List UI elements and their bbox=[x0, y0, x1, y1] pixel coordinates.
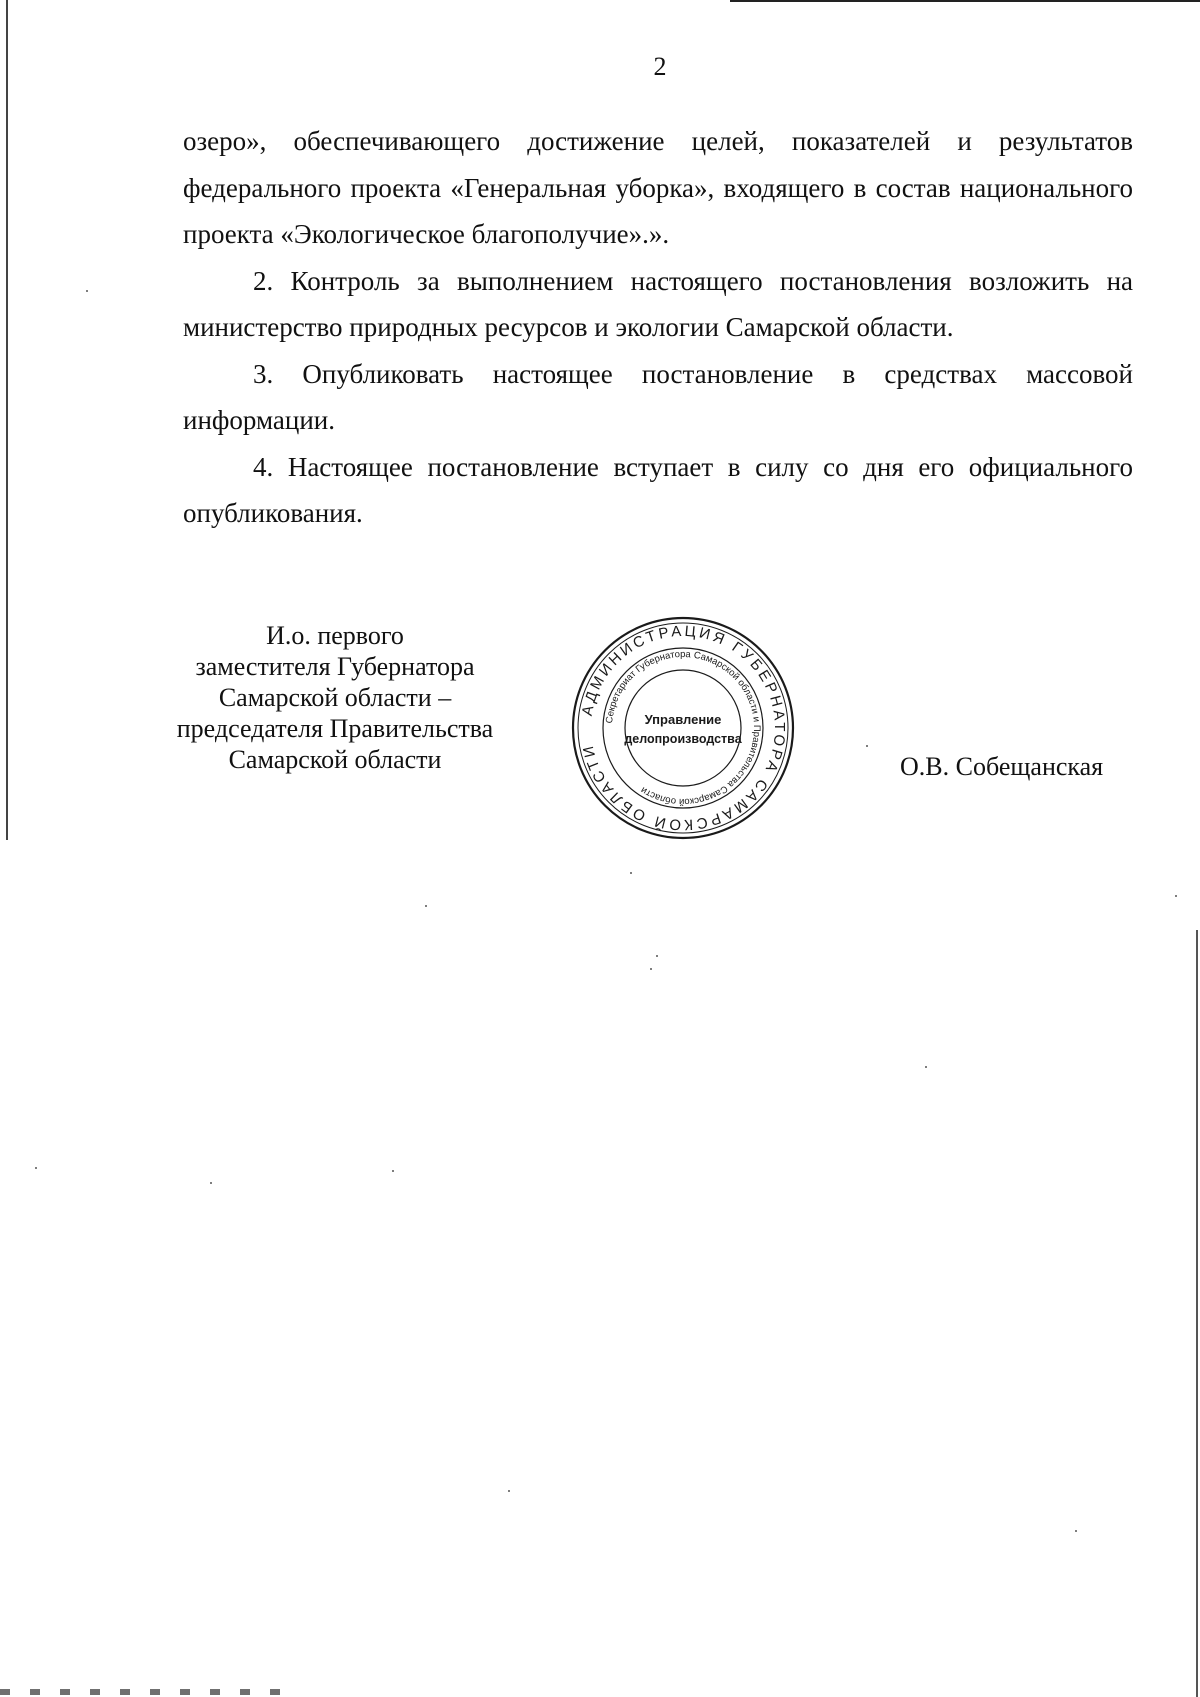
seal-outer-text-path: АДМИНИСТРАЦИЯ ГУБЕРНАТОРА САМАРСКОЙ ОБЛАСТИ bbox=[578, 622, 789, 834]
seal-inner-ring bbox=[625, 670, 741, 786]
scan-edge-top bbox=[730, 0, 1200, 2]
scan-speck bbox=[86, 290, 88, 292]
signatory-position-line: председателя Правительства bbox=[176, 714, 494, 743]
signatory-position-line: Самарской области – bbox=[218, 683, 452, 712]
seal-inner-text bbox=[604, 649, 762, 807]
paragraph-item-4: 4. Настоящее постановление вступает в силу со дня его официального опубликования. bbox=[183, 451, 1133, 528]
signatory-position-line: И.о. первого bbox=[266, 621, 404, 650]
paragraph-continuation: озеро», обеспечивающего достижение целей, показателей и результатов федерального проекта «Генеральная уборка», входящего в состав национального проекта «Экологическое благополучие».». bbox=[183, 126, 1133, 249]
scan-speck bbox=[210, 1182, 212, 1184]
page-number: 2 bbox=[653, 52, 667, 81]
scan-speck bbox=[650, 968, 652, 970]
seal-middle-ring bbox=[603, 648, 763, 808]
scan-speck bbox=[1175, 895, 1177, 897]
document-body bbox=[183, 118, 1133, 537]
scan-edge-left bbox=[6, 0, 8, 840]
seal-center-line-2: делопроизводства bbox=[624, 732, 742, 746]
scan-speck bbox=[392, 1170, 394, 1172]
scan-speck bbox=[508, 1490, 510, 1492]
seal-center-line-1: Управление bbox=[644, 712, 722, 727]
signatory-position bbox=[155, 620, 515, 775]
scan-edge-right bbox=[1196, 930, 1198, 1697]
scan-speck bbox=[925, 1066, 927, 1068]
scan-speck bbox=[425, 905, 427, 907]
signatory-position-line: заместителя Губернатора bbox=[195, 652, 475, 681]
scan-speck bbox=[866, 745, 868, 747]
signatory-position-line: Самарской области bbox=[228, 745, 442, 774]
scan-edge-bottom bbox=[0, 1689, 290, 1695]
paragraph-item-2: 2. Контроль за выполнением настоящего постановления возложить на министерство природных ресурсов и экологии Самарской области. bbox=[183, 265, 1133, 342]
signatory-name: О.В. Собещанская bbox=[900, 752, 1104, 781]
scan-speck bbox=[1075, 1530, 1077, 1532]
scan-speck bbox=[656, 955, 658, 957]
scan-speck bbox=[630, 872, 632, 874]
official-seal bbox=[568, 613, 798, 843]
scan-speck bbox=[35, 1167, 37, 1169]
seal-inner-text-path: Секретариат Губернатора Самарской области и Правительства Самарской области bbox=[604, 648, 763, 808]
paragraph-item-3: 3. Опубликовать настоящее постановление в средствах массовой информации. bbox=[183, 358, 1133, 435]
